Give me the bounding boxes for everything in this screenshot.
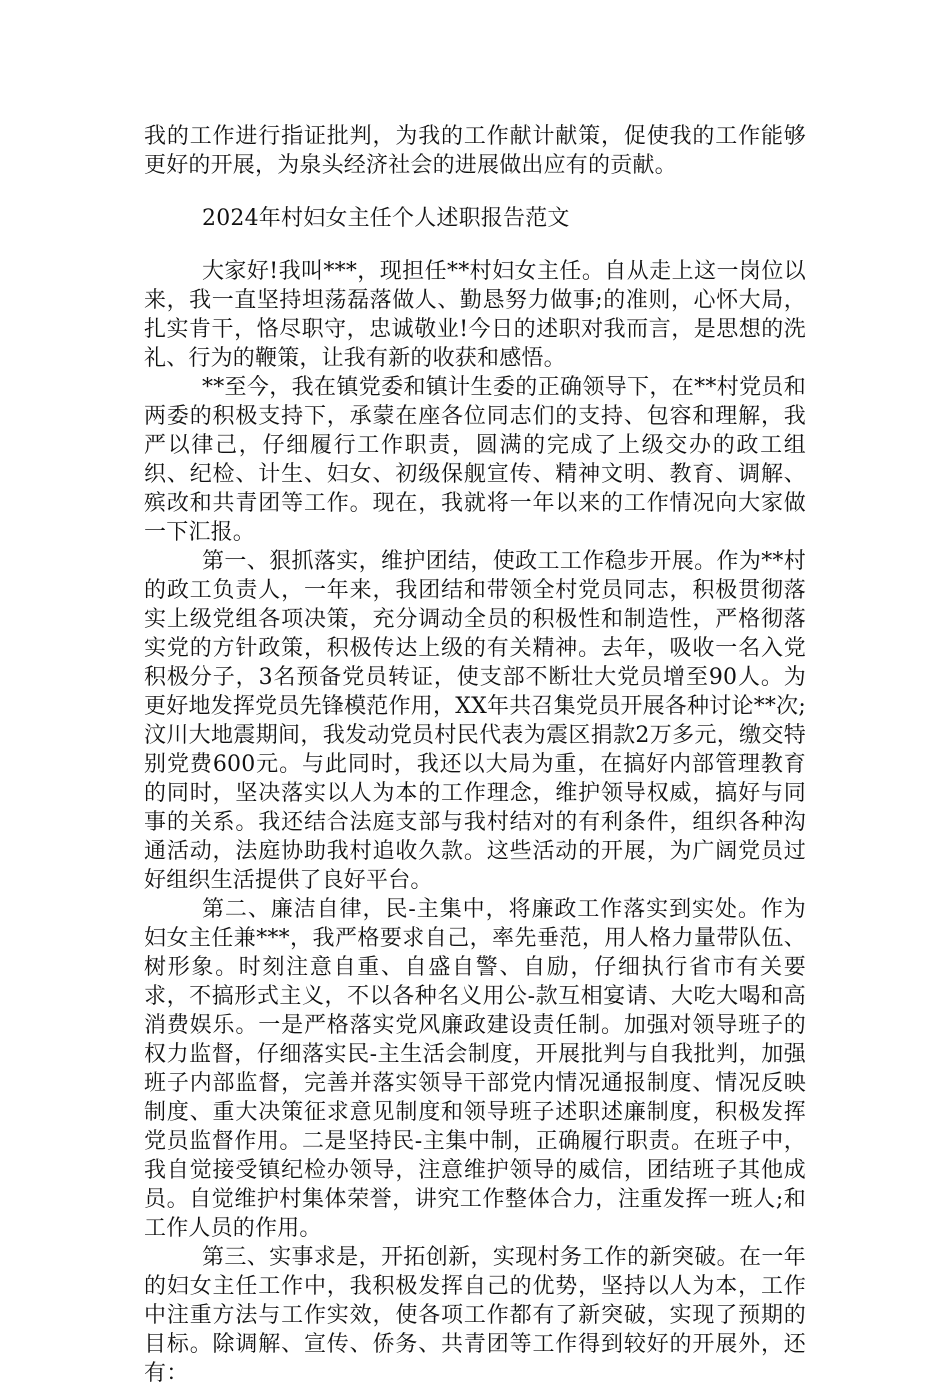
body-paragraph-first: 第一、狠抓落实，维护团结，使政工工作稳步开展。作为**村的政工负责人，一年来，我团结和带领全村党员同志，积极贯彻落实上级党组各项决策，充分调动全员的积极性和制造性，严格彻落实党的方针政策，积极传达上级的有关精神。去年，吸收一名入党积极分子，3名预备党员转证，使支部不断壮大党员增至90人。为更好地发挥党员先锋模范作用，XX年共召集党员开展各种讨论**次;汶川大地震期间，我发动党员村民代表为震区捐款2万多元，缴交特别党费600元。与此同时，我还以大局为重，在搞好内部管理教育的同时，坚决落实以人为本的工作理念，维护领导权威，搞好与同事的关系。我还结合法庭支部与我村结对的有利条件，组织各种沟通活动，法庭协助我村追收久款。这些活动的开展，为广阔党员过好组织生活提供了良好平台。 [144, 549, 806, 893]
body-paragraph-greeting: 大家好!我叫***，现担任**村妇女主任。自从走上这一岗位以来，我一直坚持坦荡磊落做人、勤恳努力做事;的准则，心怀大局，扎实肯干，恪尽职守，忠诚敬业!今日的述职对我而言，是思想的洗礼、行为的鞭策，让我有新的收获和感悟。 [144, 259, 806, 371]
body-paragraph-third: 第三、实事求是，开拓创新，实现村务工作的新突破。在一年的妇女主任工作中，我积极发挥自己的优势，坚持以人为本，工作中注重方法与工作实效，使各项工作都有了新突破，实现了预期的目标。除调解、宣传、侨务、共青团等工作得到较好的开展外，还有： [144, 1245, 806, 1386]
document-title: 2024年村妇女主任个人述职报告范文 [202, 206, 570, 231]
body-paragraph-overview: **至今，我在镇党委和镇计生委的正确领导下，在**村党员和两委的积极支持下，承蒙在座各位同志们的支持、包容和理解，我严以律己，仔细履行工作职责，圆满的完成了上级交办的政工组织、纪检、计生、妇女、初级保舰宣传、精神文明、教育、调解、殡改和共青团等工作。现在，我就将一年以来的工作情况向大家做一下汇报。 [144, 375, 806, 545]
body-paragraph-second: 第二、廉洁自律，民-主集中，将廉政工作落实到实处。作为妇女主任兼***，我严格要求自己，率先垂范，用人格力量带队伍、树形象。时刻注意自重、自盛自警、自励，仔细执行省市有关要求，不搞形式主义，不以各种名义用公-款互相宴请、大吃大喝和高消费娱乐。一是严格落实党风廉政建设责任制。加强对领导班子的权力监督，仔细落实民-主生活会制度，开展批判与自我批判，加强班子内部监督，完善并落实领导干部党内情况通报制度、情况反映制度、重大决策征求意见制度和领导班子述职述廉制度，积极发挥党员监督作用。二是坚持民-主集中制，正确履行职责。在班子中，我自觉接受镇纪检办领导，注意维护领导的威信，团结班子其他成员。自觉维护村集体荣誉，讲究工作整体合力，注重发挥一班人;和工作人员的作用。 [144, 897, 806, 1241]
document-page [144, 122, 806, 1388]
intro-paragraph: 我的工作进行指证批判，为我的工作献计献策，促使我的工作能够更好的开展，为泉头经济社会的进展做出应有的贡献。 [144, 124, 806, 178]
